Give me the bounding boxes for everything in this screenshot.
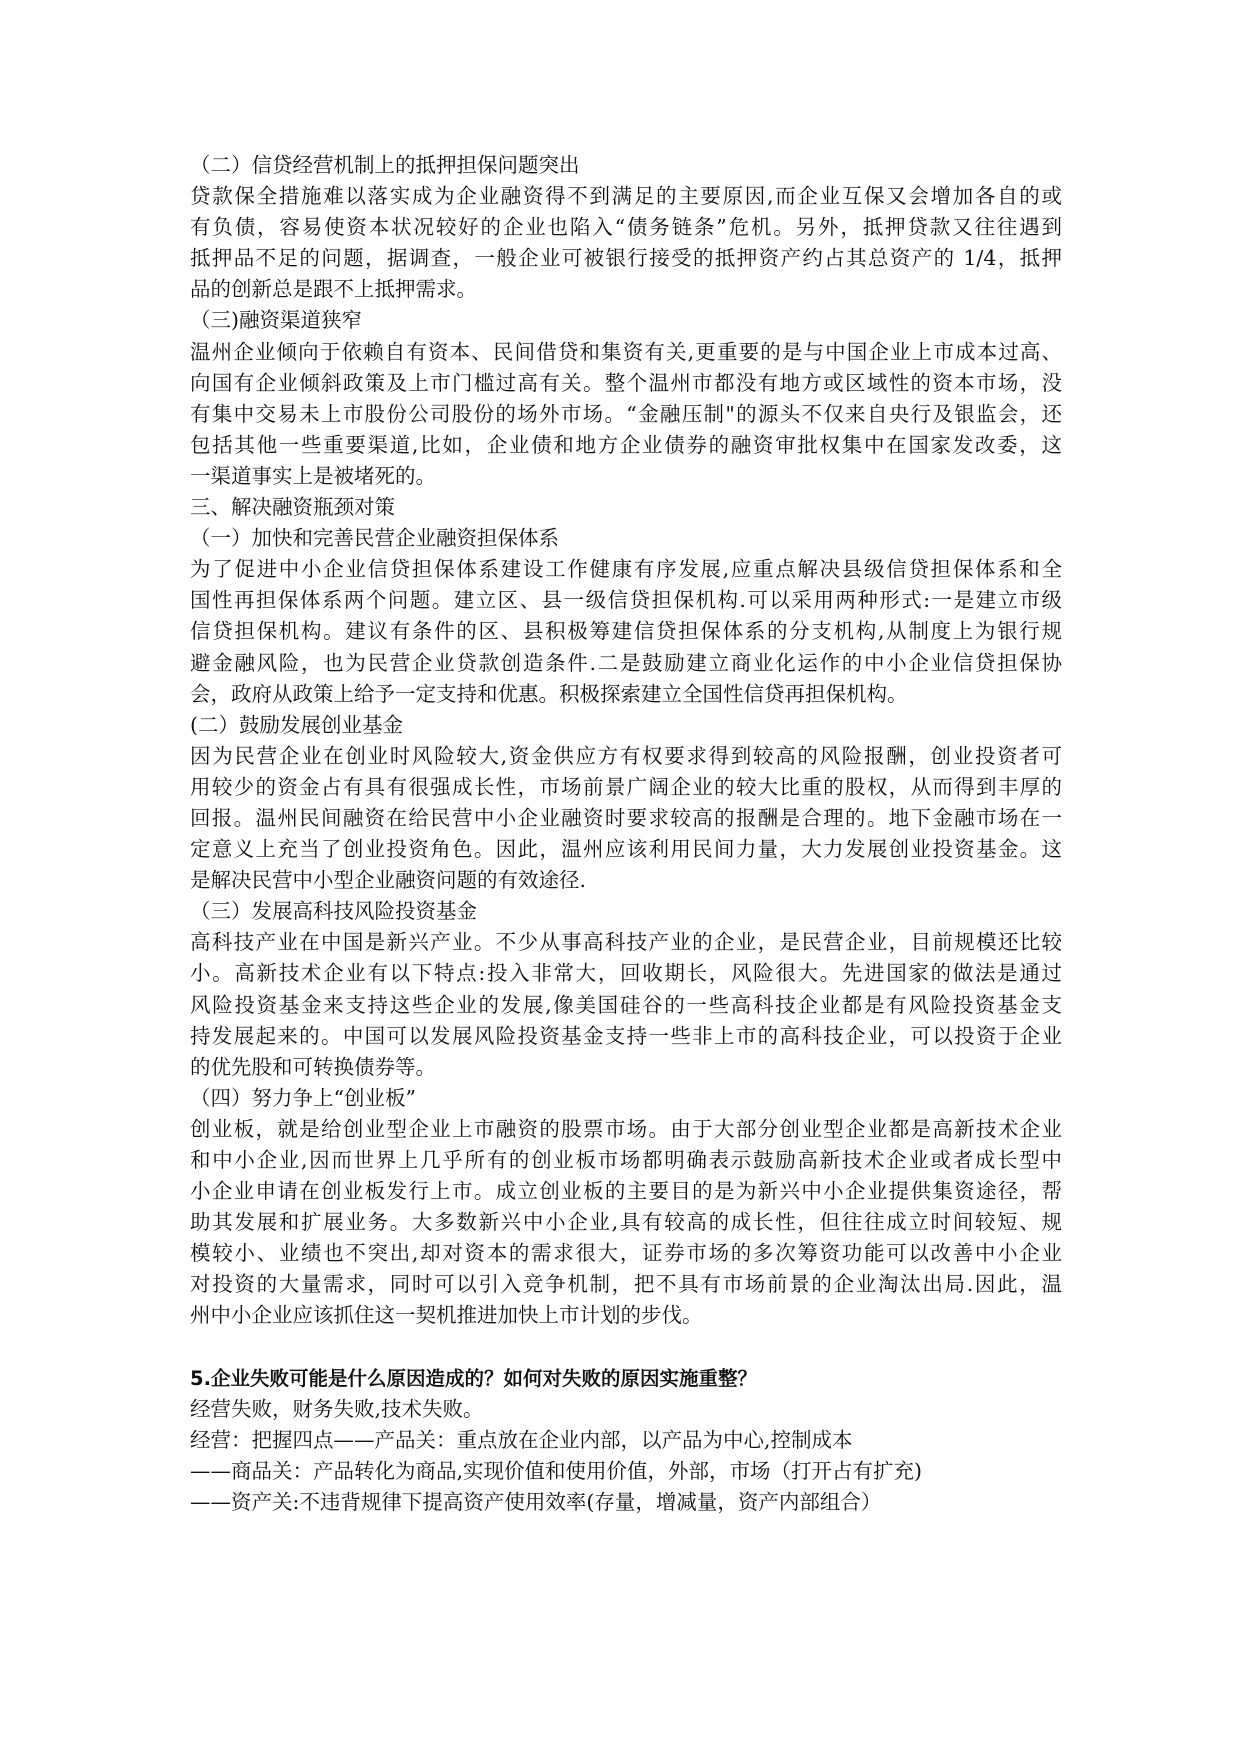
section-heading: （二）信贷经营机制上的抵押担保问题突出 (190, 153, 580, 177)
section-heading: (二）鼓励发展创业基金 (190, 712, 403, 737)
paragraph-line: 的优先股和可转换债券等。 (190, 1054, 436, 1079)
paragraph-line: 是解决民营中小型企业融资问题的有效途径. (190, 868, 587, 893)
section-heading: （三）发展高科技风险投资基金 (190, 899, 477, 924)
paragraph-line: 抵押品不足的问题，据调查，一般企业可被银行接受的抵押资产约占其总资产的 1/4，抵押 (190, 246, 1062, 271)
paragraph-line: 一渠道事实上是被堵死的。 (190, 463, 436, 488)
paragraph-line: 小。高新技术企业有以下特点:投入非常大，回收期长，风险很大。先进国家的做法是通过 (190, 961, 1062, 986)
paragraph-line: 信贷担保机构。建议有条件的区、县积极筹建信贷担保体系的分支机构,从制度上为银行规 (190, 619, 1062, 644)
paragraph-line: 向国有企业倾斜政策及上市门槛过高有关。整个温州市都没有地方或区域性的资本市场，没 (190, 370, 1062, 395)
question-title: 5.企业失败可能是什么原因造成的？如何对失败的原因实施重整？ (190, 1366, 757, 1390)
paragraph-line: 用较少的资金占有具有很强成长性，市场前景广阔企业的较大比重的股权，从而得到丰厚的 (190, 774, 1062, 799)
answer-line: 经营：把握四点——产品关：重点放在企业内部，以产品为中心,控制成本 (190, 1427, 853, 1452)
paragraph-line: 小企业申请在创业板发行上市。成立创业板的主要目的是为新兴中小企业提供集资途径，帮 (190, 1179, 1062, 1204)
answer-line: 经营失败，财务失败,技术失败。 (190, 1396, 484, 1421)
section-heading: （四）努力争上“创业板” (190, 1085, 416, 1110)
document-page (190, 150, 1062, 1518)
paragraph-line: 定意义上充当了创业投资角色。因此，温州应该利用民间力量，大力发展创业投资基金。这 (190, 837, 1062, 862)
paragraph-line: 模较小、业绩也不突出,却对资本的需求很大，证券市场的多次筹资功能可以改善中小企业 (190, 1241, 1062, 1266)
paragraph-line: 高科技产业在中国是新兴产业。不少从事高科技产业的企业，是民营企业，目前规模还比较 (190, 930, 1062, 955)
paragraph-line: 助其发展和扩展业务。大多数新兴中小企业,具有较高的成长性，但往往成立时间较短、规 (190, 1210, 1062, 1235)
paragraph-line: 对投资的大量需求，同时可以引入竞争机制，把不具有市场前景的企业淘汰出局.因此，温 (190, 1272, 1062, 1297)
paragraph-line: 包括其他一些重要渠道,比如，企业债和地方企业债券的融资审批权集中在国家发改委，这 (190, 432, 1062, 457)
paragraph-line: 因为民营企业在创业时风险较大,资金供应方有权要求得到较高的风险报酬，创业投资者可 (190, 743, 1062, 768)
paragraph-line: 国性再担保体系两个问题。建立区、县一级信贷担保机构.可以采用两种形式:一是建立市级 (190, 588, 1062, 613)
paragraph-line: 为了促进中小企业信贷担保体系建设工作健康有序发展,应重点解决县级信贷担保体系和全 (190, 557, 1062, 582)
paragraph-line: 避金融风险，也为民营企业贷款创造条件.二是鼓励建立商业化运作的中小企业信贷担保协 (190, 650, 1062, 675)
paragraph-line: 州中小企业应该抓住这一契机推进加快上市计划的步伐。 (190, 1303, 703, 1328)
chapter-heading: 三、解决融资瓶颈对策 (190, 495, 395, 520)
answer-line: ——商品关：产品转化为商品,实现价值和使用价值，外部，市场（打开占有扩充) (190, 1458, 923, 1483)
paragraph-line: 创业板，就是给创业型企业上市融资的股票市场。由于大部分创业型企业都是高新技术企业 (190, 1116, 1062, 1141)
section-heading: （三)融资渠道狭窄 (190, 308, 362, 333)
paragraph-line: 有负债，容易使资本状况较好的企业也陷入“债务链条”危机。另外，抵押贷款又往往遇到 (190, 215, 1062, 240)
section-heading: （一）加快和完善民营企业融资担保体系 (190, 526, 559, 551)
paragraph-line: 贷款保全措施难以落实成为企业融资得不到满足的主要原因,而企业互保又会增加各自的或 (190, 184, 1062, 209)
paragraph-line: 和中小企业,因而世界上几乎所有的创业板市场都明确表示鼓励高新技术企业或者成长型中 (190, 1148, 1062, 1172)
paragraph-line: 会，政府从政策上给予一定支持和优惠。积极探索建立全国性信贷再担保机构。 (190, 681, 908, 706)
paragraph-line: 风险投资基金来支持这些企业的发展,像美国硅谷的一些高科技企业都是有风险投资基金支 (190, 992, 1062, 1017)
paragraph-line: 温州企业倾向于依赖自有资本、民间借贷和集资有关,更重要的是与中国企业上市成本过高、 (190, 339, 1062, 364)
paragraph-line: 持发展起来的。中国可以发展风险投资基金支持一些非上市的高科技企业，可以投资于企业 (190, 1023, 1062, 1048)
paragraph-line: 有集中交易未上市股份公司股份的场外市场。“金融压制"的源头不仅来自央行及银监会，还 (190, 401, 1062, 426)
paragraph-line: 品的创新总是跟不上抵押需求。 (190, 277, 477, 302)
answer-line: ——资产关:不违背规律下提高资产使用效率(存量，增减量，资产内部组合） (190, 1489, 882, 1514)
blank-line (190, 1332, 1062, 1363)
paragraph-line: 回报。温州民间融资在给民营中小企业融资时要求较高的报酬是合理的。地下金融市场在一 (190, 805, 1062, 830)
